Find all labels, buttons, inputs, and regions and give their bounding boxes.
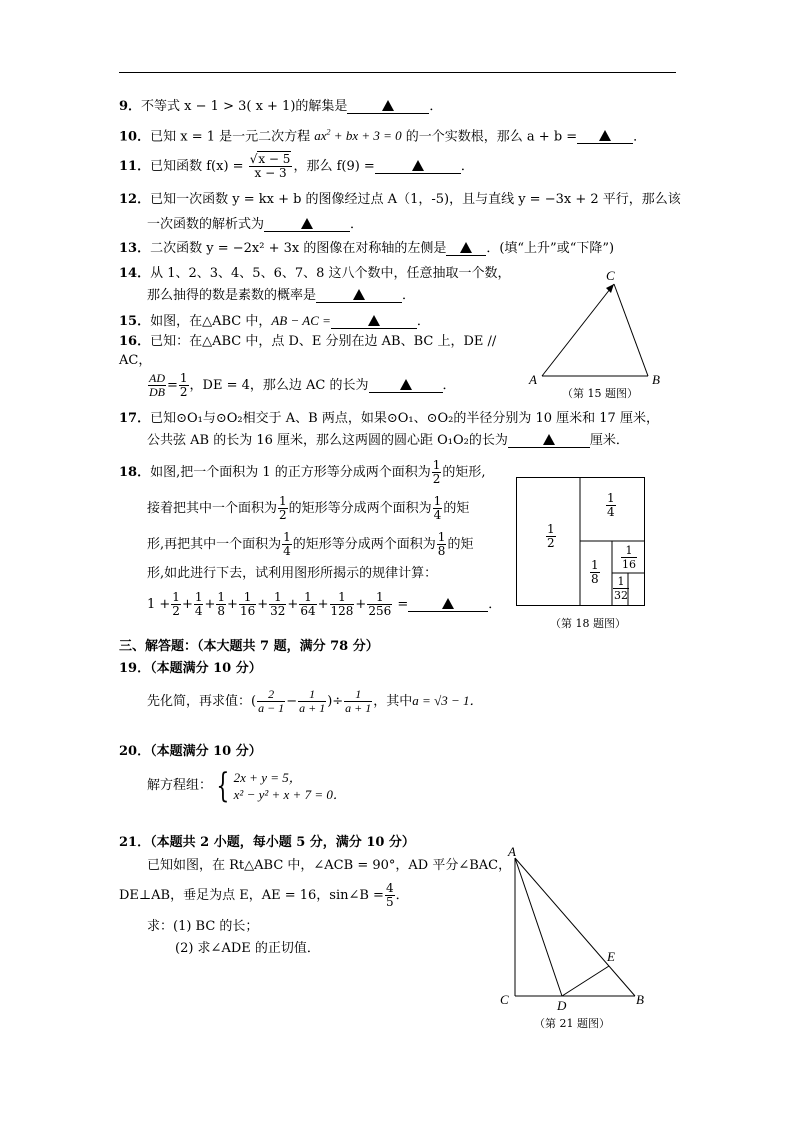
q14-line2: 那么抽得的数是素数的概率是 — [147, 288, 317, 303]
q13-text-b: ．(填“上升”或“下降”) — [486, 241, 615, 256]
header-rule — [119, 72, 676, 73]
q16-line2: AC， — [119, 353, 152, 368]
q18-line3-a: 形,再把其中一个面积为 — [147, 537, 282, 552]
question-16-line2 — [119, 353, 151, 369]
question-18-sum: 1 + $\frac{1}{2}$ + $\frac{1}{4}$ + $\frac{1}{8}$ + $\frac{1}{16}$ + $\frac{1}{32}$ + $\frac{1}{64}$ + $\frac{1}{128}$ + $\frac{1}{256}$ = ． — [147, 590, 502, 618]
fig18-caption: （第 18 题图） — [550, 617, 626, 630]
q19-text-b: ，其中 — [373, 694, 413, 709]
question-10: 10．已知 x = 1 是一元二次方程 $ax^2$ + bx + 3 = 0 的一个实数根，那么 a + b = ． — [119, 128, 647, 145]
question-18-line4 — [147, 566, 437, 582]
q18-sum-term: $\frac{1}{256}$ — [368, 590, 392, 618]
question-20-body — [147, 766, 346, 806]
q13-number: 13． — [119, 241, 151, 256]
q15-text-a: 如图，在△ABC 中， — [150, 314, 272, 329]
fig21-caption: （第 21 题图） — [534, 1017, 610, 1030]
q15-number: 15． — [119, 314, 151, 329]
fig18-cell-half: $\frac{1}{2}$ — [547, 522, 555, 550]
q11-text-a: 已知函数 f(x) = — [150, 159, 244, 174]
question-11: 11．已知函数 f(x) = $\frac{√x - 5}{x - 3}$ ，那么 f(9) = ． — [119, 152, 474, 180]
question-21-ask2 — [175, 941, 320, 957]
q16-blank[interactable] — [369, 379, 443, 393]
fig18-cell-quarter: $\frac{1}{4}$ — [607, 491, 615, 519]
q18-line3-b: 的矩形等分成两个面积为 — [292, 537, 436, 552]
fig15-label-a: A — [529, 372, 537, 387]
fig21-label-c: C — [500, 992, 509, 1007]
q20-number: 20． — [119, 744, 151, 759]
q14-number: 14． — [119, 266, 151, 281]
q15-vector-expr: AB − AC = — [271, 313, 331, 328]
question-12 — [119, 192, 681, 208]
q18-sum-term: $\frac{1}{16}$ — [239, 590, 256, 618]
q17-blank[interactable] — [508, 434, 590, 448]
q18-sum-term: $\frac{1}{4}$ — [194, 590, 203, 618]
q10-text-a: 已知 x = 1 是一元二次方程 — [150, 129, 315, 145]
q21-ask2: (2) 求∠ADE 的正切值． — [175, 941, 320, 956]
q18-line4: 形,如此进行下去，试利用图形所揭示的规律计算： — [147, 566, 438, 581]
q17-line1: 已知⊙O₁与⊙O₂相交于 A、B 两点，如果⊙O₁、⊙O₂的半径分别为 10 厘米和 17 厘米， — [150, 411, 659, 426]
answer-triangle-icon — [442, 598, 454, 609]
question-19-head — [119, 661, 262, 677]
fig21-label-a: A — [508, 844, 516, 859]
q18-sum-term: $\frac{1}{32}$ — [270, 590, 286, 618]
q19-text-a: 先化简，再求值：( — [147, 694, 257, 709]
question-19-body: 先化简，再求值：( $\frac{2}{a - 1}$ − $\frac{1}{a + 1}$ )÷ $\frac{1}{a + 1}$ ，其中a = √3 − 1． — [147, 687, 483, 715]
q11-text-b: ，那么 f(9) = — [293, 159, 375, 174]
question-17 — [119, 411, 659, 427]
question-21-line2: DE⊥AB，垂足为点 E，AE = 16，sin∠B = $\frac{4}{5}$ ． — [119, 881, 409, 909]
question-14 — [119, 266, 511, 282]
q21-line2-a: DE⊥AB，垂足为点 E，AE = 16，sin∠B = — [119, 888, 384, 903]
q19-tail: a = √3 − 1． — [412, 693, 483, 708]
q20-text-a: 解方程组： — [147, 778, 213, 793]
figure-21-right-triangle — [505, 848, 650, 1008]
fig18-cell-eighth: $\frac{1}{8}$ — [591, 558, 599, 586]
q16-half: $\frac{1}{2}$ — [179, 371, 188, 399]
q10-equation: $ax^2$ + bx + 3 = 0 — [314, 128, 402, 144]
q11-fraction: $\frac{√x - 5}{x - 3}$ — [249, 152, 291, 180]
q18-line2-c: 的矩 — [443, 501, 470, 516]
q18-line1-a: 如图,把一个面积为 1 的正方形等分成两个面积为 — [150, 465, 431, 480]
question-21-ask1 — [147, 919, 258, 935]
fig15-caption: （第 15 题图） — [562, 387, 638, 400]
q14-line1: 从 1、2、3、4、5、6、7、8 这八个数中，任意抽取一个数， — [150, 266, 511, 281]
q18-line3-c: 的矩 — [447, 537, 474, 552]
q21-line1: 已知如图，在 Rt△ABC 中，∠ACB = 90°，AD 平分∠BAC， — [147, 858, 512, 873]
q10-text-b: 的一个实数根，那么 a + b = — [401, 129, 578, 145]
q18-sum-term: $\frac{1}{64}$ — [300, 590, 316, 618]
fig21-label-e: E — [607, 949, 615, 964]
answer-triangle-icon — [368, 315, 380, 326]
q18-line1-b: 的矩形, — [442, 465, 486, 480]
q10-blank[interactable] — [577, 130, 633, 144]
fig15-label-c: C — [606, 268, 615, 283]
question-21-head — [119, 835, 415, 851]
q12-line1: 已知一次函数 y = kx + b 的图像经过点 A（1，-5)，且与直线 y = −3x + 2 平行，那么该 — [150, 192, 681, 207]
fig15-label-b: B — [652, 372, 660, 387]
section3-title-text: 三、解答题：（本大题共 7 题，满分 78 分） — [119, 639, 379, 654]
q17-number: 17． — [119, 411, 151, 426]
q12-blank[interactable] — [264, 218, 350, 232]
fig21-label-b: B — [636, 992, 644, 1007]
q12-line2: 一次函数的解析式为 — [147, 217, 265, 232]
q16-line1: 已知：在△ABC 中，点 D、E 分别在边 AB、BC 上，DE // — [150, 334, 497, 349]
q16-eq: = — [167, 378, 178, 393]
q20-head: （本题满分 10 分） — [150, 744, 262, 759]
q10-number: 10． — [119, 129, 151, 145]
q18-sum-term: $\frac{1}{128}$ — [330, 590, 354, 618]
q11-sqrt: x − 5 — [258, 152, 291, 166]
q16-ratio: $\frac{AD}{DB}$ — [149, 371, 165, 399]
q17-line2-a: 公共弦 AB 的长为 16 厘米，那么这两圆的圆心距 O₁O₂的长为 — [147, 433, 508, 448]
question-14-line2: 那么抽得的数是素数的概率是 ． — [147, 288, 416, 303]
answer-triangle-icon — [460, 242, 472, 253]
q21-head: （本题共 2 小题，每小题 5 分，满分 10 分） — [150, 835, 415, 850]
figure-15-triangle — [526, 268, 676, 388]
q11-number: 11． — [119, 159, 151, 174]
question-17-line2 — [147, 433, 629, 449]
answer-triangle-icon — [400, 379, 412, 390]
q18-line2-b: 的矩形等分成两个面积为 — [288, 501, 432, 516]
q18-line2-a: 接着把其中一个面积为 — [147, 501, 278, 516]
section-3-title — [119, 639, 379, 655]
answer-triangle-icon — [353, 289, 365, 300]
q11-den: x − 3 — [249, 166, 293, 180]
q16-text-b: ，DE = 4，那么边 AC 的长为 — [189, 378, 369, 393]
question-13 — [119, 241, 614, 257]
question-9: 9．不等式 x − 1 > 3( x + 1)的解集是 ． — [119, 99, 443, 114]
question-16-line3: $\frac{AD}{DB}$ = $\frac{1}{2}$ ，DE = 4，那么边 AC 的长为 ． — [149, 371, 456, 399]
q11-blank[interactable] — [375, 160, 461, 174]
q12-number: 12． — [119, 192, 151, 207]
fig18-cell-thirtysecond: $\frac{1}{32}$ — [614, 575, 628, 602]
q18-sum-term: $\frac{1}{8}$ — [217, 590, 226, 618]
question-15: 15．如图，在△ABC 中，AB − AC = ． — [119, 313, 430, 329]
answer-triangle-icon — [382, 100, 394, 111]
question-16 — [119, 334, 496, 350]
answer-triangle-icon — [412, 160, 424, 171]
q19-number: 19． — [119, 661, 151, 676]
answer-triangle-icon — [301, 218, 313, 229]
question-20-head — [119, 744, 262, 760]
answer-triangle-icon — [599, 130, 611, 141]
q16-number: 16． — [119, 334, 151, 349]
answer-triangle-icon — [543, 434, 555, 445]
q21-number: 21． — [119, 835, 151, 850]
question-18-line2: 接着把其中一个面积为 $\frac{1}{2}$ 的矩形等分成两个面积为 $\frac{1}{4}$ 的矩 — [147, 494, 470, 522]
q21-ask1: 求：(1) BC 的长； — [147, 919, 259, 934]
q20-system: 2x + y = 5， x² − y² + x + 7 = 0． — [233, 769, 346, 802]
question-21-line1 — [147, 858, 511, 874]
q19-head: （本题满分 10 分） — [150, 661, 262, 676]
q13-blank[interactable] — [446, 242, 486, 256]
q17-line2-b: 厘米． — [589, 433, 629, 448]
q18-sum-terms: $\frac{1}{2}$ + $\frac{1}{4}$ + $\frac{1}{8}$ + $\frac{1}{16}$ + $\frac{1}{32}$ + $\frac{1}{64}$ + $\frac{1}{128}$ + $\frac{1}{256}$ — [172, 590, 392, 618]
q13-text-a: 二次函数 y = −2x² + 3x 的图像在对称轴的左侧是 — [150, 241, 447, 256]
question-18-line3: 形,再把其中一个面积为 $\frac{1}{4}$ 的矩形等分成两个面积为 $\frac{1}{8}$ 的矩 — [147, 530, 474, 558]
question-12-line2: 一次函数的解析式为 ． — [147, 217, 364, 232]
fig18-cell-sixteenth: $\frac{1}{16}$ — [622, 544, 636, 571]
q18-blank[interactable] — [408, 598, 488, 612]
q9-number: 9． — [119, 99, 142, 114]
q18-sum-lead: 1 + — [147, 597, 171, 612]
fig21-label-d: D — [557, 998, 567, 1013]
question-18: 18．如图,把一个面积为 1 的正方形等分成两个面积为 $\frac{1}{2}$ 的矩形, — [119, 458, 486, 486]
q18-number: 18． — [119, 465, 151, 480]
q14-blank[interactable] — [316, 289, 402, 303]
q9-text: 不等式 x − 1 > 3( x + 1)的解集是 — [141, 99, 348, 114]
system-brace-icon: { — [216, 765, 230, 806]
q15-blank[interactable] — [331, 315, 417, 329]
q18-sum-term: $\frac{1}{2}$ — [172, 590, 180, 618]
q9-blank[interactable] — [347, 100, 429, 114]
